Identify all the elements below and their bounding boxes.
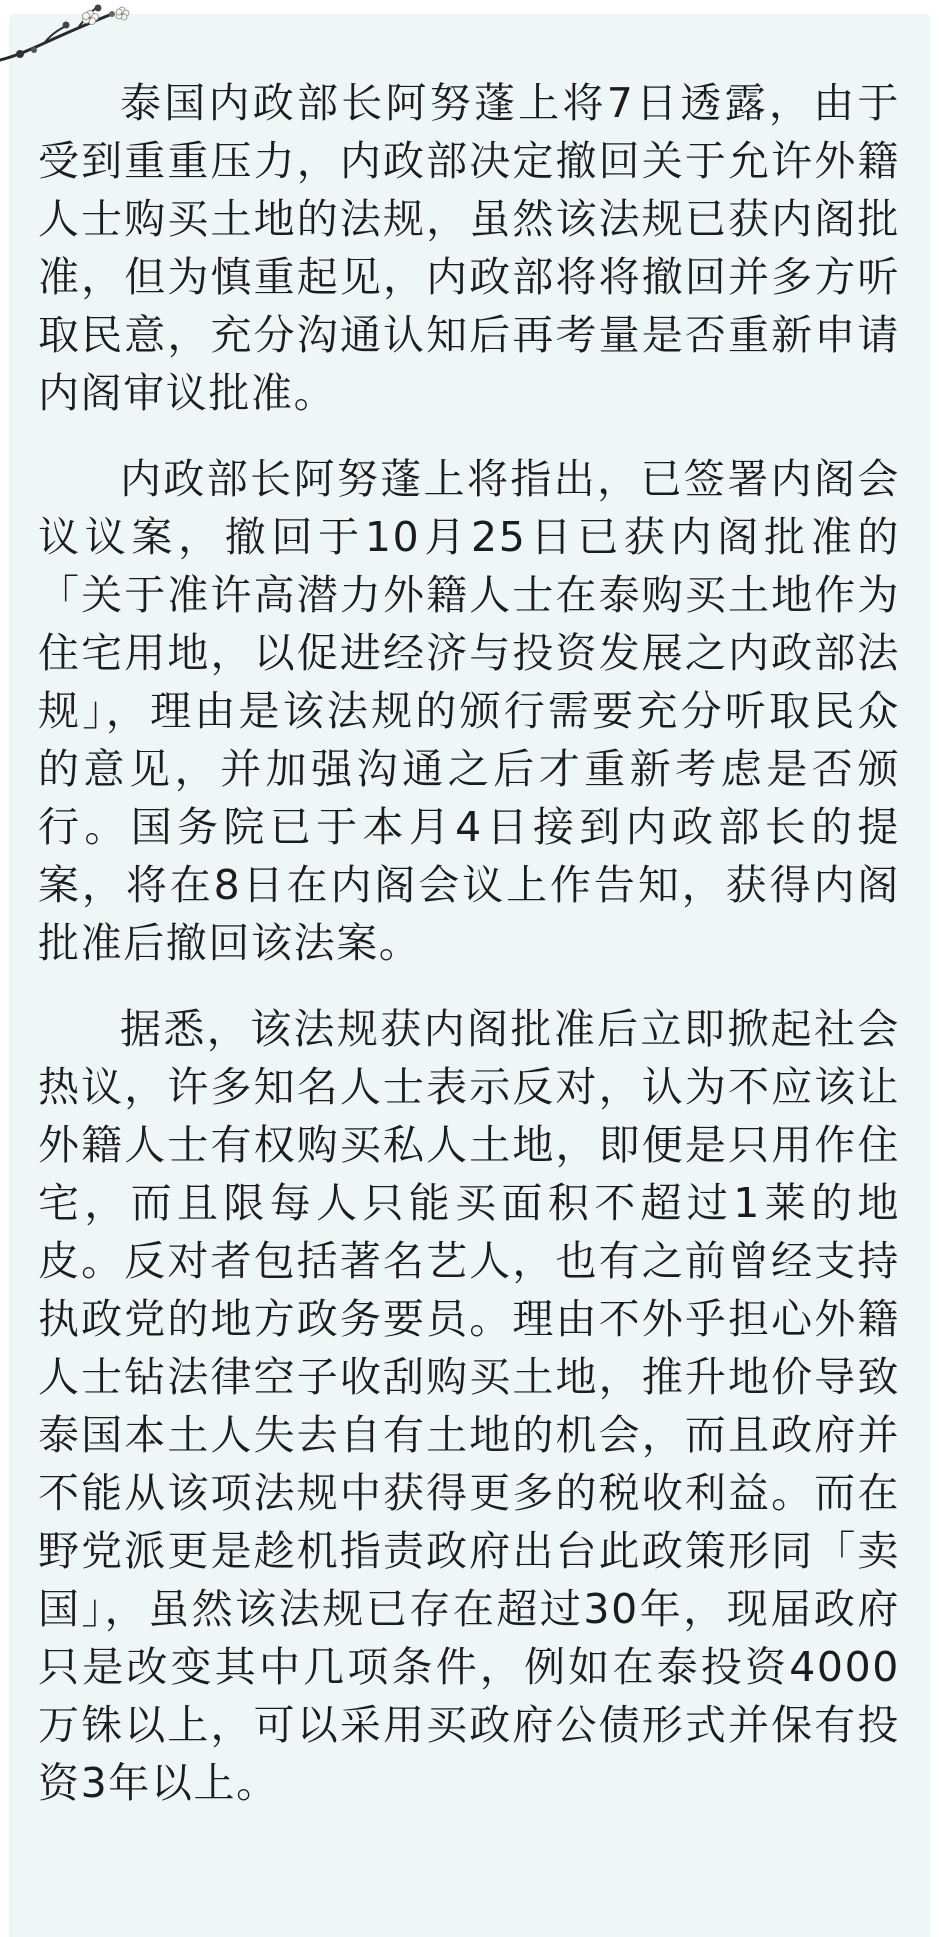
paragraph-1: 泰国内政部长阿努蓬上将7日透露，由于受到重重压力，内政部决定撤回关于允许外籍人士购买土地的法规，虽然该法规已获内阁批准，但为慎重起见，内政部将将撤回并多方听取民意，充分沟通认知后再考量是否重新申请内阁审议批准。 [38,79,900,417]
article-body [38,74,900,1840]
paragraph-3: 据悉，该法规获内阁批准后立即掀起社会热议，许多知名人士表示反对，认为不应该让外籍人士有权购买私人土地，即便是只用作住宅，而且限每人只能买面积不超过1莱的地皮。反对者包括著名艺人，也有之前曾经支持执政党的地方政务要员。理由不外乎担心外籍人士钻法律空子收刮购买土地，推升地价导致泰国本土人失去自有土地的机会，而且政府并不能从该项法规中获得更多的税收利益。而在野党派更是趁机指责政府出台此政策形同「卖国」，虽然该法规已存在超过30年，现届政府只是改变其中几项条件，例如在泰投资4000万铢以上，可以采用买政府公债形式并保有投资3年以上。 [38,1005,900,1807]
plum-blossom-branch-icon [0,0,150,70]
paragraph-2: 内政部长阿努蓬上将指出，已签署内阁会议议案，撤回于10月25日已获内阁批准的「关于准许高潜力外籍人士在泰购买土地作为住宅用地，以促进经济与投资发展之内政部法规」，理由是该法规的颁行需要充分听取民众的意见，并加强沟通之后才重新考虑是否颁行。国务院已于本月4日接到内政部长的提案，将在8日在内阁会议上作告知，获得内阁批准后撤回该法案。 [38,455,900,967]
